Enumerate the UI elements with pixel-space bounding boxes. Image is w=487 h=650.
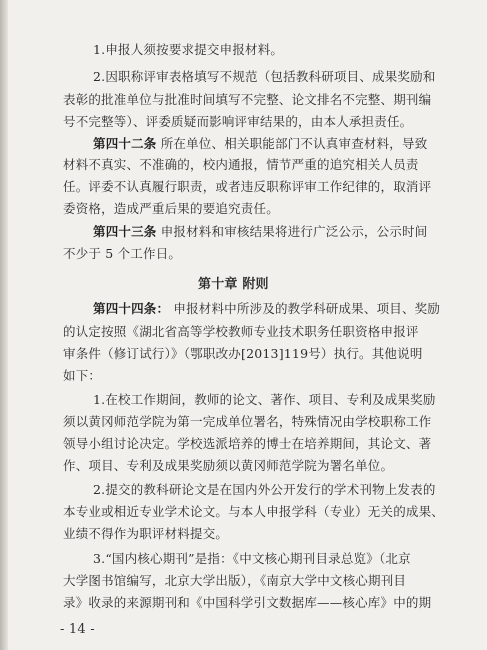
line-text: 1.申报人须按要求提交申报材料。 bbox=[93, 42, 284, 57]
line-text: 2.因职称评审表格填写不规范（包括教科研项目、成果奖励和 bbox=[93, 69, 436, 84]
text-line bbox=[63, 244, 181, 262]
line-text: 申报材料和审核结果将进行广泛公示，公示时间 bbox=[156, 224, 428, 239]
page-binding-edge bbox=[0, 0, 8, 650]
line-text: 须以黄冈师范学院为第一完成单位署名，特殊情况由学校职称工作 bbox=[63, 414, 432, 429]
line-text: 申报材料中所涉及的教学科研成果、项目、奖励 bbox=[169, 301, 441, 316]
article-number: 第四十四条： bbox=[93, 301, 170, 316]
line-text: 2.提交的教科研论文是在国内外公开发行的学术刊物上发表的 bbox=[93, 482, 436, 497]
article-number: 第四十三条 bbox=[93, 224, 157, 239]
text-line bbox=[63, 344, 423, 362]
text-line bbox=[63, 434, 431, 452]
text-line bbox=[93, 134, 427, 152]
line-text: 业绩不得作为职评材料提交。 bbox=[63, 526, 229, 541]
text-line bbox=[63, 322, 419, 340]
page-number: - 14 - bbox=[60, 622, 95, 637]
text-line bbox=[63, 199, 279, 217]
text-line bbox=[93, 67, 436, 85]
line-text: 如下： bbox=[63, 368, 102, 383]
text-line bbox=[63, 366, 101, 384]
line-text: 3.“国内核心期刊”是指：《中文核心期刊目录总览》（北京 bbox=[93, 551, 411, 566]
text-line bbox=[93, 40, 283, 58]
text-line bbox=[63, 524, 228, 542]
line-text: 不少于 5 个工作日。 bbox=[63, 246, 182, 261]
text-line bbox=[63, 412, 431, 430]
text-line bbox=[63, 502, 444, 520]
text-line bbox=[63, 456, 393, 474]
text-line bbox=[63, 155, 419, 173]
line-text: 委资格，造成严重后果的要追究责任。 bbox=[63, 201, 279, 216]
line-text: 表彰的批准单位与批准时间填写不完整、论文排名不完整、期刊编 bbox=[63, 92, 432, 107]
line-text: 号不完整等）、评委质疑而影响评审结果的，由本人承担责任。 bbox=[63, 114, 413, 129]
line-text: 领导小组讨论决定。学校选派培养的博士在培养期间，其论文、著 bbox=[63, 436, 432, 451]
text-line bbox=[93, 549, 411, 567]
text-line bbox=[63, 177, 431, 195]
article-number: 第四十二条 bbox=[93, 136, 157, 151]
line-text: 本专业或相近专业学术论文。与本人申报学科（专业）无关的成果、 bbox=[63, 504, 445, 519]
line-text: 录》收录的来源期刊和《中国科学引文数据库——核心库》中的期 bbox=[63, 595, 432, 610]
line-text: 大学图书馆编写，北京大学出版），《南京大学中文核心期刊目 bbox=[63, 573, 407, 588]
text-line bbox=[93, 480, 436, 498]
text-line bbox=[63, 90, 431, 108]
chapter-heading bbox=[198, 273, 269, 292]
text-line bbox=[63, 571, 406, 589]
text-line bbox=[63, 593, 431, 611]
text-line bbox=[63, 112, 412, 130]
line-text: 审条件（修订试行）》（鄂职改办[2013]119号）执行。其他说明 bbox=[63, 346, 423, 361]
text-line bbox=[93, 390, 436, 408]
line-text: 任。评委不认真履行职责，或者违反职称评审工作纪律的，取消评 bbox=[63, 179, 432, 194]
text-line bbox=[93, 299, 440, 317]
line-text: 材料不真实、不准确的，校内通报，情节严重的追究相关人员责 bbox=[63, 157, 419, 172]
line-text: 的认定按照《湖北省高等学校教师专业技术职务任职资格申报评 bbox=[63, 324, 419, 339]
text-line bbox=[93, 222, 427, 240]
chapter-title: 第十章 附则 bbox=[198, 277, 269, 292]
line-text: 1.在校工作期间，教师的论文、著作、项目、专利及成果奖励 bbox=[93, 392, 436, 407]
line-text: 作、项目、专利及成果奖励须以黄冈师范学院为署名单位。 bbox=[63, 458, 394, 473]
line-text: 所在单位、相关职能部门不认真审查材料，导致 bbox=[156, 136, 428, 151]
